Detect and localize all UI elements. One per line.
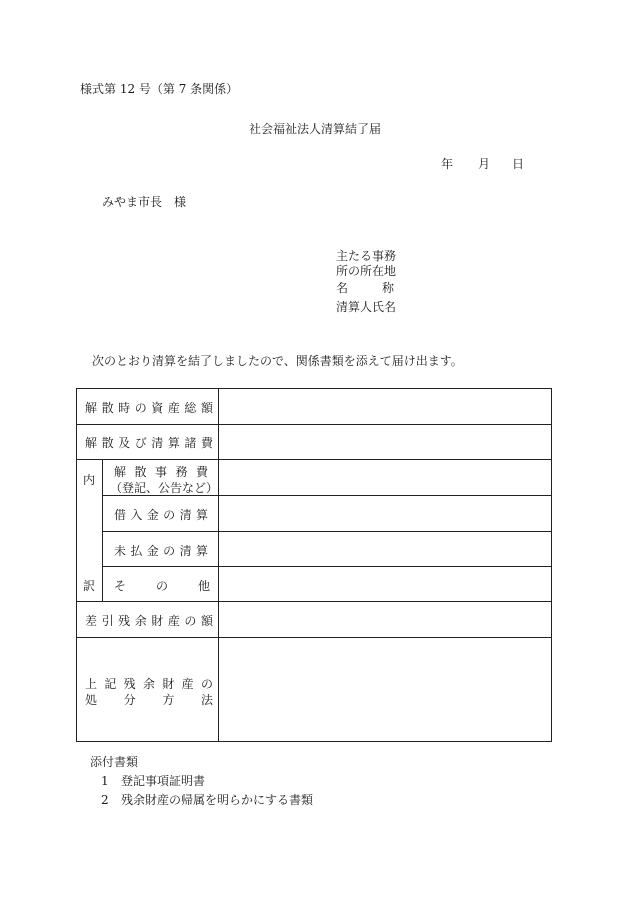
date-year-label: 年 bbox=[441, 157, 454, 171]
addressee: みやま市長 様 bbox=[102, 195, 187, 209]
attachment-text: 残余財産の帰属を明らかにする書類 bbox=[121, 793, 314, 807]
form-number: 様式第 12 号（第 7 条関係） bbox=[80, 82, 239, 96]
office-location-label-line2: 所の所在地 bbox=[336, 264, 397, 278]
attachment-number: 1 bbox=[101, 774, 109, 788]
document-title: 社会福祉法人清算結了届 bbox=[248, 122, 381, 136]
dissolution-fees-label: 解 散 事 務 費 bbox=[114, 465, 208, 479]
other-label-char: の bbox=[155, 579, 168, 593]
attachments-heading: 添付書類 bbox=[90, 755, 139, 769]
date-month-label: 月 bbox=[478, 157, 491, 171]
attachment-number: 2 bbox=[101, 793, 109, 807]
disposal-label-char: 処 bbox=[85, 693, 98, 707]
dissolution-fees-note: （登記、公告など） bbox=[110, 481, 219, 495]
table-rule bbox=[77, 601, 551, 602]
office-location-label-line1: 主たる事務 bbox=[336, 249, 397, 263]
disposal-label-char: 方 bbox=[162, 693, 175, 707]
name-label-char: 名 bbox=[336, 281, 349, 295]
other-label-char: そ bbox=[114, 579, 127, 593]
breakdown-label-top: 内 bbox=[83, 473, 96, 487]
table-column-rule bbox=[218, 389, 219, 741]
corporation-name-label bbox=[336, 279, 394, 296]
attachment-item bbox=[101, 791, 313, 808]
dissolution-costs-label: 解 散 及 び 清 算 諸 費 bbox=[85, 436, 213, 450]
other-label-char: 他 bbox=[197, 579, 210, 593]
liquidator-name-label: 清算人氏名 bbox=[336, 300, 397, 314]
table-rule bbox=[77, 637, 551, 638]
disposal-label-char: 分 bbox=[123, 693, 136, 707]
disposal-method-label-line1: 上 記 残 余 財 産 の bbox=[85, 677, 213, 691]
name-label-char: 称 bbox=[381, 281, 394, 295]
attachment-text: 登記事項証明書 bbox=[121, 774, 206, 788]
unpaid-settlement-label: 未 払 金 の 清 算 bbox=[114, 544, 208, 558]
date-day-label: 日 bbox=[512, 157, 525, 171]
table-rule bbox=[102, 531, 551, 532]
table-rule bbox=[77, 424, 551, 425]
table-rule bbox=[77, 459, 551, 460]
disposal-method-label-line2 bbox=[85, 691, 213, 708]
total-assets-label: 解 散 時 の 資 産 総 額 bbox=[85, 401, 213, 415]
breakdown-label-bottom: 訳 bbox=[83, 579, 96, 593]
loan-settlement-label: 借 入 金 の 清 算 bbox=[114, 508, 208, 522]
residual-assets-label: 差 引 残 余 財 産 の 額 bbox=[85, 614, 213, 628]
liquidation-table bbox=[76, 388, 552, 742]
disposal-label-char: 法 bbox=[200, 693, 213, 707]
attachment-item bbox=[101, 772, 205, 789]
statement-text: 次のとおり清算を結了しましたので、関係書類を添えて届け出ます。 bbox=[92, 354, 463, 368]
table-rule bbox=[102, 566, 551, 567]
other-label bbox=[114, 577, 210, 594]
table-column-rule bbox=[102, 459, 103, 601]
